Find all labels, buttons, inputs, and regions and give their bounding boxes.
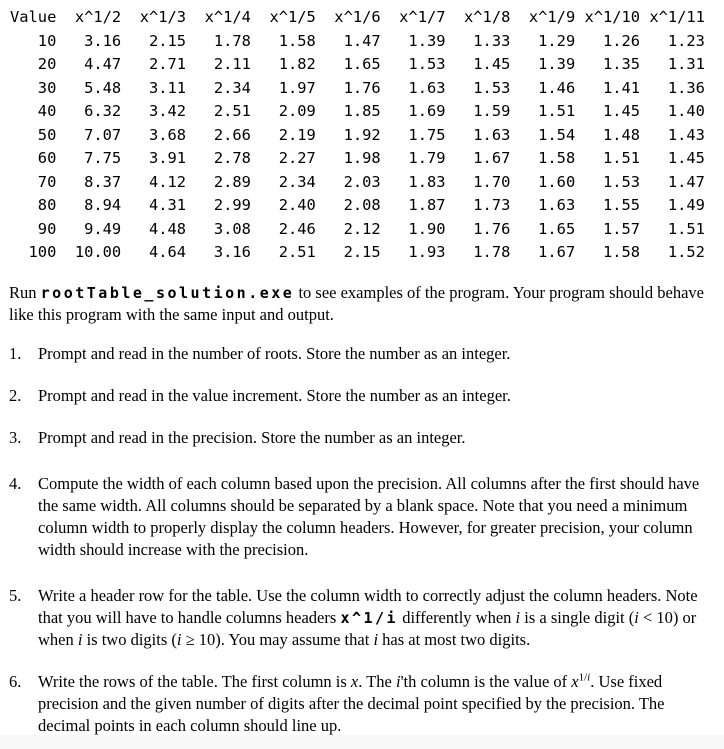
table-cell: 60 [37, 149, 57, 167]
item-text [38, 385, 706, 407]
table-cell: 1.93 [408, 243, 446, 261]
styled-text: 1/ [578, 671, 588, 683]
item-number: 1. [9, 343, 22, 363]
table-cell: 1.58 [603, 243, 641, 261]
styled-text: i [77, 629, 83, 649]
styled-text: x [571, 671, 579, 691]
table-cell: 1.85 [343, 102, 381, 120]
table-cell: 1.48 [603, 125, 641, 144]
instruction-item-3 [9, 427, 712, 449]
table-cell: 1.23 [667, 31, 705, 50]
root-table-body [10, 30, 705, 265]
table-cell: 1.46 [538, 78, 576, 97]
table-cell: 40 [37, 102, 57, 120]
table-cell: 80 [37, 196, 57, 214]
styled-text: i [634, 607, 639, 627]
table-header-cell: x^1/2 [74, 8, 122, 26]
text: Run [9, 282, 41, 302]
text: Prompt and read in the number of roots. Store the number as an integer. [38, 343, 511, 363]
table-cell: 3.16 [84, 31, 122, 50]
table-cell: 70 [37, 172, 57, 191]
intro-paragraph [9, 282, 709, 326]
table-cell: 2.51 [278, 243, 316, 261]
item-text [38, 343, 706, 365]
table-cell: 1.39 [538, 55, 576, 73]
table-cell: 1.49 [667, 196, 705, 214]
table-cell: 2.03 [343, 172, 381, 191]
table-cell: 1.53 [473, 78, 511, 97]
table-cell: 2.19 [278, 125, 316, 144]
table-cell: 4.31 [148, 196, 187, 214]
table-cell: 4.48 [148, 219, 187, 238]
table-cell: 10.00 [74, 243, 122, 261]
text: . The [358, 671, 396, 691]
table-cell: 4.12 [148, 172, 187, 191]
table-cell: 1.67 [473, 149, 511, 167]
table-cell: 1.87 [408, 196, 446, 214]
text: is two digits ( [82, 629, 177, 649]
table-row [10, 171, 705, 195]
table-header-cell: x^1/9 [528, 8, 576, 26]
root-table [10, 6, 705, 265]
styled-text: i [587, 671, 591, 683]
table-cell: 1.79 [408, 149, 446, 167]
table-cell: 1.63 [473, 125, 511, 144]
table-cell: 2.08 [343, 196, 381, 214]
styled-text: x [350, 671, 359, 691]
table-cell: 5.48 [84, 78, 122, 97]
table-cell: 1.63 [538, 196, 576, 214]
text: differently when [398, 607, 516, 627]
text: . Use fixed precision and the given number of digits after the decimal point specified by the precision. The decimal points in each column should line up. [38, 671, 665, 735]
table-cell: 1.58 [278, 31, 316, 50]
table-cell: 1.40 [667, 102, 705, 120]
table-cell: 100 [28, 243, 57, 261]
text: ≥ 10). You may assume that [181, 629, 374, 649]
table-cell: 2.46 [278, 219, 316, 238]
table-cell: 1.73 [473, 196, 511, 214]
table-cell: 3.11 [148, 78, 187, 97]
table-cell: 1.82 [278, 55, 316, 73]
table-cell: 8.37 [84, 172, 122, 191]
table-header-cell: x^1/11 [649, 8, 705, 26]
table-cell: 1.41 [603, 78, 641, 97]
table-cell: 20 [37, 55, 57, 73]
table-cell: 2.99 [213, 196, 251, 214]
table-row [10, 124, 705, 148]
instruction-list [9, 343, 712, 737]
table-cell: 1.45 [603, 102, 641, 120]
table-cell: 2.78 [213, 149, 251, 167]
table-cell: 2.09 [278, 102, 316, 120]
item-number: 3. [9, 427, 22, 447]
table-cell: 1.35 [603, 55, 641, 73]
table-cell: 7.75 [84, 149, 122, 167]
table-cell: 50 [37, 125, 57, 144]
table-cell: 1.67 [538, 243, 576, 261]
table-cell: 6.32 [84, 102, 122, 120]
item-number: 6. [9, 671, 22, 691]
table-cell: 1.36 [667, 78, 705, 97]
table-cell: 1.83 [408, 172, 446, 191]
table-cell: 1.76 [343, 78, 381, 97]
table-header-cell: Value [10, 8, 57, 26]
table-cell: 2.34 [213, 78, 251, 97]
table-header-cell: x^1/10 [584, 8, 641, 26]
styled-text: i [515, 607, 521, 627]
table-cell: 1.90 [408, 219, 446, 238]
table-cell: 3.68 [148, 125, 187, 144]
table-row [10, 147, 705, 171]
table-row [10, 30, 705, 54]
table-cell: 1.78 [473, 243, 511, 261]
table-cell: 8.94 [84, 196, 122, 214]
text: Prompt and read in the value increment. Store the number as an integer. [38, 385, 511, 405]
table-cell: 1.75 [408, 125, 446, 144]
table-row [10, 77, 705, 101]
table-cell: 1.29 [538, 31, 576, 50]
table-row [10, 53, 705, 77]
table-cell: 1.47 [667, 172, 705, 191]
instruction-item-1 [9, 343, 712, 365]
item-text [38, 671, 706, 737]
table-row [10, 241, 705, 265]
text: to see examples of the program. Your program should behave like this program with the same input and output. [9, 282, 704, 324]
table-cell: 1.65 [343, 55, 381, 73]
instruction-item-6 [9, 671, 712, 737]
table-header-cell: x^1/6 [334, 8, 381, 26]
table-cell: 1.98 [343, 149, 381, 167]
item-text [38, 473, 706, 561]
table-cell: 3.08 [213, 219, 251, 238]
table-cell: 2.12 [343, 219, 381, 238]
root-table-header [10, 6, 705, 30]
table-header-cell: x^1/5 [269, 8, 316, 26]
text: Prompt and read in the precision. Store the number as an integer. [38, 427, 466, 447]
table-cell: 1.76 [473, 219, 511, 238]
table-cell: 10 [37, 31, 57, 50]
table-row [10, 218, 705, 242]
table-cell: 4.64 [148, 243, 187, 261]
table-header-cell: x^1/4 [204, 8, 251, 26]
item-number: 5. [9, 585, 22, 605]
instruction-item-4 [9, 473, 712, 561]
table-header-cell: x^1/3 [139, 8, 187, 26]
table-cell: 2.71 [148, 55, 187, 73]
table-cell: 30 [37, 78, 57, 97]
styled-text: i [373, 629, 379, 649]
text: < 10) or when [38, 607, 697, 649]
table-cell: 1.58 [538, 149, 576, 167]
styled-text: x^1/i [340, 608, 399, 627]
page-bottom-strip [0, 735, 724, 749]
table-cell: 1.70 [473, 172, 511, 191]
table-cell: 90 [37, 219, 57, 238]
table-cell: 1.69 [408, 102, 446, 120]
text: 'th column is the value of [400, 671, 572, 691]
table-cell: 1.78 [213, 31, 251, 50]
table-cell: 2.40 [278, 196, 316, 214]
table-cell: 1.26 [603, 31, 641, 50]
table-cell: 1.52 [667, 243, 705, 261]
table-cell: 1.60 [538, 172, 576, 191]
table-header-row [10, 6, 705, 30]
table-cell: 2.27 [278, 149, 316, 167]
table-cell: 1.59 [473, 102, 511, 120]
table-cell: 2.66 [213, 125, 251, 144]
styled-text: i [395, 671, 401, 691]
text: Write the rows of the table. The first column is [38, 671, 351, 691]
table-cell: 1.97 [278, 78, 316, 97]
table-cell: 1.51 [667, 219, 705, 238]
table-cell: 2.89 [213, 172, 251, 191]
table-row [10, 194, 705, 218]
table-cell: 1.43 [667, 125, 705, 144]
table-row [10, 100, 705, 124]
item-text [38, 585, 706, 651]
table-cell: 3.16 [213, 243, 251, 261]
table-cell: 1.53 [408, 55, 446, 73]
styled-text: rootTable_solution.exe [40, 283, 295, 302]
table-cell: 1.92 [343, 125, 381, 144]
table-cell: 1.65 [538, 219, 576, 238]
table-cell: 3.91 [148, 149, 187, 167]
table-cell: 2.11 [213, 55, 251, 73]
table-cell: 7.07 [84, 125, 122, 144]
table-cell: 1.51 [538, 102, 576, 120]
table-cell: 1.31 [667, 55, 705, 73]
table-cell: 4.47 [84, 55, 122, 73]
table-cell: 1.45 [667, 149, 705, 167]
text: Compute the width of each column based upon the precision. All columns after the first should have the same width. All columns should be separated by a blank space. Note that you need a minimum column width to properly display the column headers. However, for greater precision, your column width should increase with the precision. [38, 473, 700, 559]
item-number: 4. [9, 473, 22, 493]
table-cell: 1.33 [473, 31, 511, 50]
table-header-cell: x^1/8 [464, 8, 511, 26]
table-cell: 1.57 [603, 219, 641, 238]
item-number: 2. [9, 385, 22, 405]
table-cell: 9.49 [84, 219, 122, 238]
table-cell: 1.47 [343, 31, 381, 50]
table-cell: 2.34 [278, 172, 316, 191]
text: is a single digit ( [520, 607, 635, 627]
table-cell: 3.42 [148, 102, 187, 120]
table-cell: 2.51 [213, 102, 251, 120]
table-cell: 1.53 [603, 172, 641, 191]
table-cell: 2.15 [343, 243, 381, 261]
text: has at most two digits. [378, 629, 531, 649]
table-header-cell: x^1/7 [399, 8, 446, 26]
table-cell: 1.39 [408, 31, 446, 50]
instruction-item-5 [9, 585, 712, 651]
item-text [38, 427, 706, 449]
table-cell: 1.51 [603, 149, 641, 167]
table-cell: 1.55 [603, 196, 641, 214]
table-cell: 1.54 [538, 125, 576, 144]
table-cell: 1.63 [408, 78, 446, 97]
styled-text: i [176, 629, 182, 649]
table-cell: 1.45 [473, 55, 511, 73]
text: Write a header row for the table. Use the column width to correctly adjust the column headers. Note that you will have to handle columns headers [38, 585, 698, 627]
table-cell: 2.15 [148, 31, 187, 50]
instruction-item-2 [9, 385, 712, 407]
